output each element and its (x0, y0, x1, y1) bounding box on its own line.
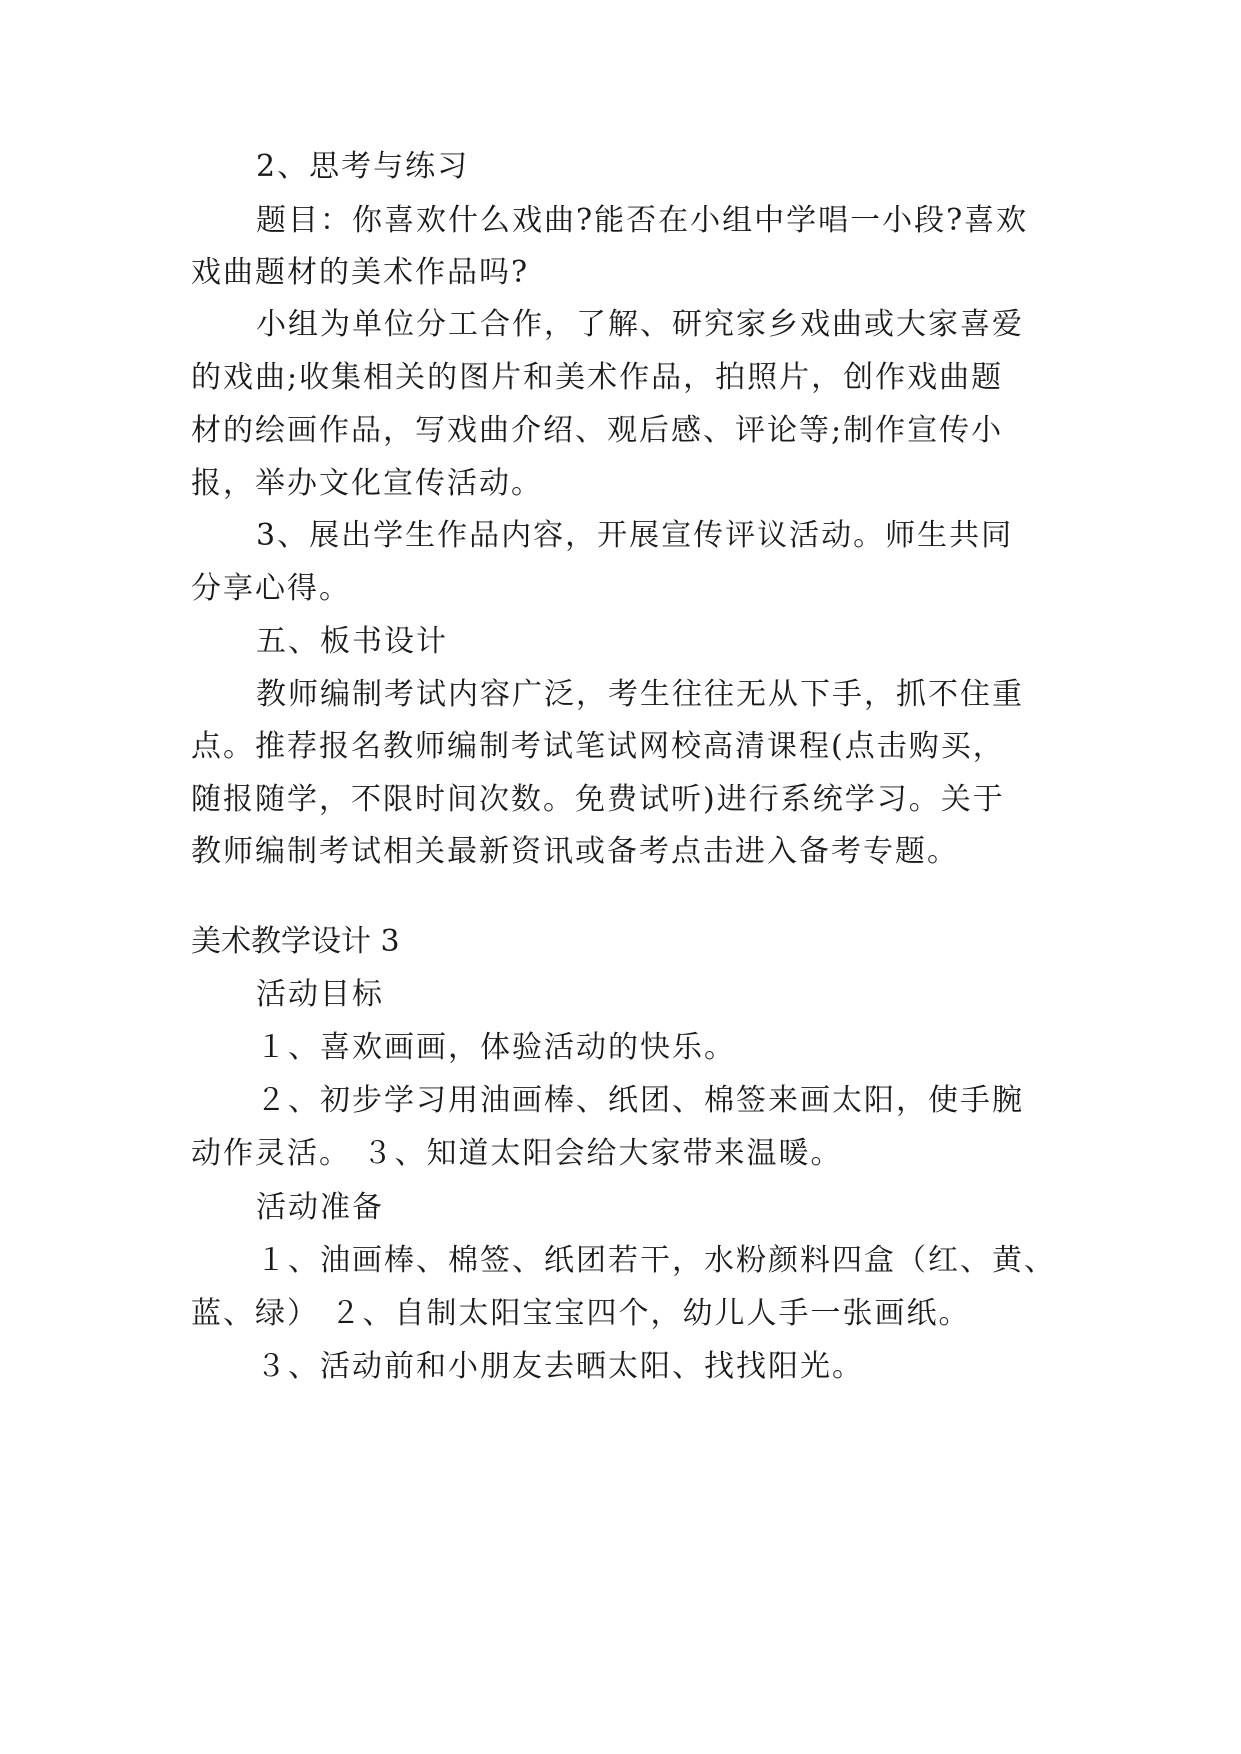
text-line: 材的绘画作品，写戏曲介绍、观后感、评论等;制作宣传小 (191, 413, 1004, 448)
section-heading: 活动目标 (256, 977, 384, 1012)
text-line: 动作灵活。 ３、知道太阳会给大家带来温暖。 (191, 1136, 843, 1171)
text-line: 戏曲题材的美术作品吗? (191, 255, 530, 290)
text-line: ３、活动前和小朋友去晒太阳、找找阳光。 (256, 1349, 864, 1384)
text-line: １、油画棒、棉签、纸团若干，水粉颜料四盒（红、黄、 (256, 1243, 1056, 1278)
section-heading: 五、板书设计 (256, 624, 448, 659)
document-title: 美术教学设计 3 (191, 924, 400, 959)
section-heading: 活动准备 (256, 1190, 384, 1225)
text-line: 教师编制考试内容广泛，考生往往无从下手，抓不住重 (256, 677, 1024, 712)
text-line: 3、展出学生作品内容，开展宣传评议活动。师生共同 (256, 518, 1014, 553)
text-line: ２、初步学习用油画棒、纸团、棉签来画太阳，使手腕 (256, 1083, 1024, 1118)
text-line: 报，举办文化宣传活动。 (191, 466, 543, 501)
text-line: 蓝、绿） ２、自制太阳宝宝四个，幼儿人手一张画纸。 (191, 1296, 971, 1331)
text-line: 点。推荐报名教师编制考试笔试网校高清课程(点击购买， (191, 729, 1005, 764)
text-line: 教师编制考试相关最新资讯或备考点击进入备考专题。 (191, 834, 959, 869)
text-line: 2、思考与练习 (256, 149, 470, 184)
text-line: 随报随学，不限时间次数。免费试听)进行系统学习。关于 (191, 782, 1005, 817)
text-line: 题目：你喜欢什么戏曲?能否在小组中学唱一小段?喜欢 (256, 203, 1029, 238)
text-line: 的戏曲;收集相关的图片和美术作品，拍照片，创作戏曲题 (191, 360, 1004, 395)
text-line: 小组为单位分工合作，了解、研究家乡戏曲或大家喜爱 (256, 307, 1024, 342)
text-line: １、喜欢画画，体验活动的快乐。 (256, 1030, 736, 1065)
text-line: 分享心得。 (191, 571, 351, 606)
